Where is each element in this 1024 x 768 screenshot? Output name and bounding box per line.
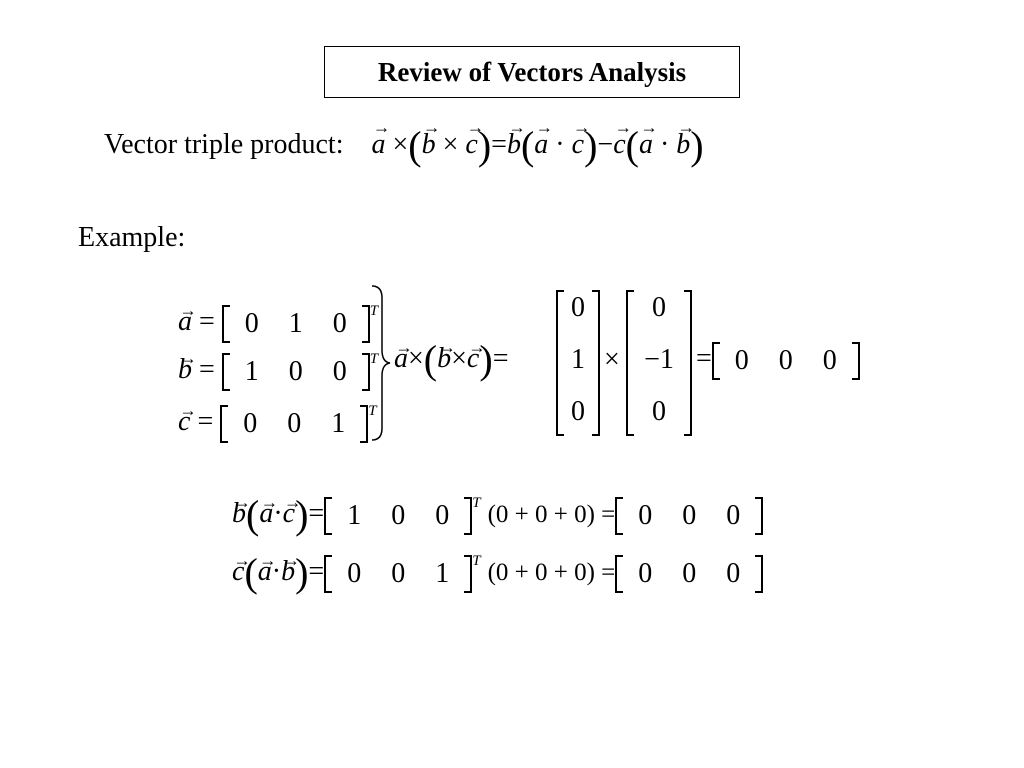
vec-a: → a: [258, 549, 272, 595]
definition-c: → c = 0 0 1 $^T$: [178, 388, 377, 434]
def-vector-name: → c: [178, 399, 190, 445]
vec-a: → a: [639, 129, 653, 161]
expansion-line-1: [232, 480, 763, 537]
vec-a: → a: [394, 336, 408, 382]
equals-sign: =: [492, 343, 509, 374]
paren: ): [479, 337, 493, 382]
expansion-line-2: [232, 538, 763, 595]
column-vector-c: [626, 292, 692, 434]
vec-b: → b: [676, 129, 690, 161]
vec-c: → c: [613, 129, 625, 161]
definition-b: → b = 1 0 0 $^T$: [178, 336, 378, 382]
times-sign: ×: [392, 129, 409, 160]
paren: ): [690, 123, 704, 168]
vec-a: → a: [259, 491, 273, 537]
def-value: 0: [332, 307, 347, 339]
result-value: 0: [726, 499, 741, 531]
column-vector-b: [556, 292, 600, 434]
cross-product-result: [696, 336, 860, 382]
vec-a: → a: [371, 129, 385, 161]
vec-b: → b: [232, 491, 246, 537]
vec-c: → c: [465, 129, 477, 161]
slide-title: [324, 46, 740, 98]
slide-title-text: Review of Vectors Analysis: [377, 56, 687, 87]
result-value: 0: [682, 557, 697, 589]
cross-product-lhs: [394, 336, 508, 382]
triple-product-line: [104, 123, 704, 168]
def-value: 1: [244, 355, 259, 387]
result-value: 0: [734, 344, 749, 376]
def-value: 1: [288, 307, 303, 339]
transpose-sup: T: [368, 403, 377, 419]
transpose-sup: T: [472, 553, 481, 569]
paren: ): [584, 123, 598, 168]
times-sign: ×: [604, 344, 620, 375]
row-value: 0: [435, 499, 450, 531]
equals-sign: =: [308, 556, 325, 587]
definition-a: → a = 0 1 0 $^T$: [178, 288, 378, 334]
dot-sign: ·: [273, 498, 283, 529]
dot-sign: ·: [555, 129, 565, 160]
equals-sign: =: [308, 498, 325, 529]
def-vector-name: → b: [178, 347, 192, 393]
paren: (: [520, 123, 535, 168]
column-value: 0: [652, 292, 666, 323]
equals-sign: =: [696, 343, 712, 374]
dot-sum: (0 + 0 + 0) =: [487, 501, 616, 528]
vec-c: → c: [467, 336, 479, 382]
times-sign: ×: [442, 129, 459, 160]
row-value: 0: [391, 499, 406, 531]
vec-c: → c: [232, 549, 244, 595]
def-value: 0: [287, 407, 302, 439]
result-value: 0: [726, 557, 741, 589]
result-value: 0: [778, 344, 793, 376]
right-brace: [368, 284, 392, 442]
row-value: 1: [347, 499, 362, 531]
paren: ): [295, 492, 309, 537]
vec-b: → b: [422, 129, 436, 161]
vec-c: → c: [283, 491, 295, 537]
example-label: Example:: [78, 222, 186, 253]
def-value: 0: [244, 307, 259, 339]
vec-b: → b: [507, 129, 521, 161]
vec-b: → b: [437, 336, 451, 382]
minus-sign: −: [597, 129, 614, 160]
dot-sum: (0 + 0 + 0) =: [487, 559, 616, 586]
paren: (: [246, 492, 260, 537]
times-sign: ×: [408, 343, 424, 374]
result-value: 0: [682, 499, 697, 531]
def-value: 0: [243, 407, 258, 439]
def-value: 0: [332, 355, 347, 387]
paren: (: [423, 337, 438, 382]
row-value: 0: [347, 557, 362, 589]
column-value: 1: [571, 344, 585, 375]
transpose-sup: T: [369, 303, 379, 319]
def-value: 1: [331, 407, 346, 439]
triple-product-label: Vector triple product:: [104, 129, 344, 160]
def-value: 0: [288, 355, 303, 387]
column-value: 0: [652, 396, 666, 427]
dot-sign: ·: [659, 129, 670, 160]
row-value: 1: [435, 557, 450, 589]
equals-sign: =: [491, 129, 507, 160]
result-value: 0: [822, 344, 837, 376]
paren: (: [244, 550, 258, 595]
paren: (: [625, 123, 639, 168]
paren: ): [477, 123, 492, 168]
paren: (: [408, 123, 422, 168]
row-value: 0: [391, 557, 406, 589]
vec-a: → a: [534, 129, 548, 161]
result-value: 0: [638, 499, 653, 531]
result-value: 0: [638, 557, 653, 589]
times-sign: ×: [451, 343, 467, 374]
column-value: 0: [571, 396, 585, 427]
dot-sign: ·: [271, 556, 282, 587]
column-value: 0: [571, 292, 585, 323]
paren: ): [295, 550, 309, 595]
transpose-sup: T: [472, 495, 481, 511]
vec-b: → b: [281, 549, 295, 595]
vec-c: → c: [572, 129, 584, 161]
transpose-sup: T: [369, 351, 379, 367]
column-value: −1: [644, 344, 674, 375]
def-vector-name: → a: [178, 299, 192, 345]
